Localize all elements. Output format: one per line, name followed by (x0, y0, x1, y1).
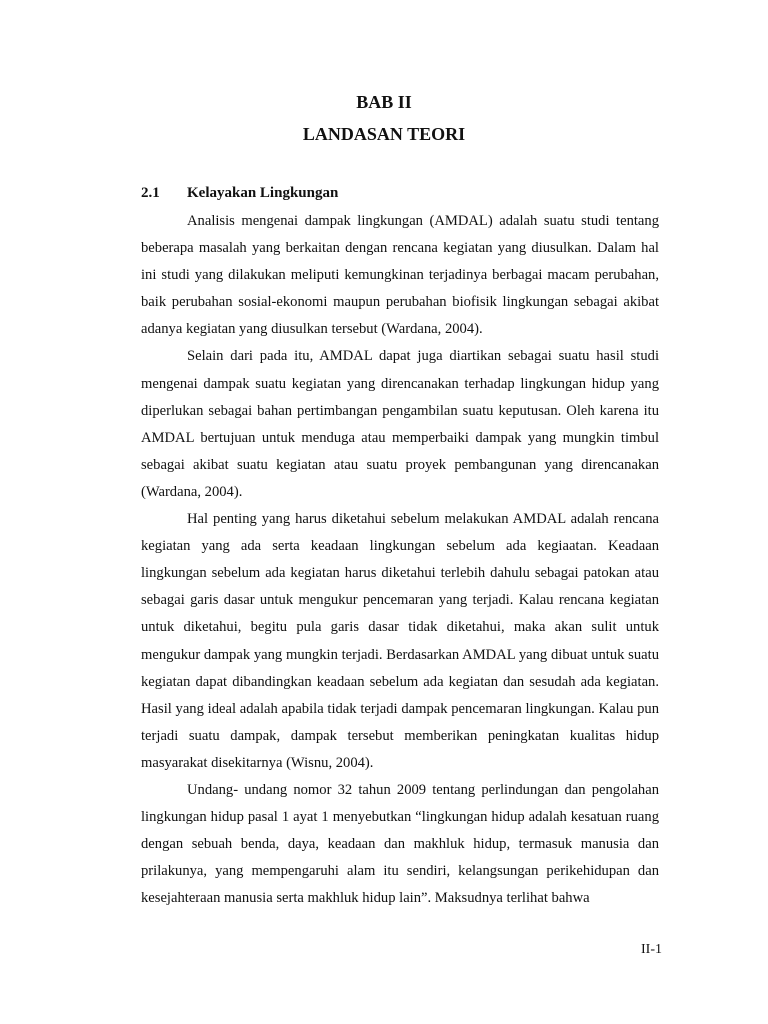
page-number: II-1 (641, 942, 662, 957)
chapter-number: BAB II (356, 92, 412, 112)
paragraph-2: Selain dari pada itu, AMDAL dapat juga diartikan sebagai suatu hasil studi mengenai dampak suatu kegiatan yang direncanakan terhadap lingkungan hidup yang diperlukan sebagai bahan pertimbangan pengambilan suatu keputusan. Oleh karena itu AMDAL bertujuan untuk menduga atau memperbaiki dampak yang mungkin timbul sebagai akibat suatu kegiatan atau suatu proyek pembangunan yang direncanakan (Wardana, 2004). (141, 348, 659, 500)
section-heading (141, 184, 338, 202)
paragraph-3: Hal penting yang harus diketahui sebelum melakukan AMDAL adalah rencana kegiatan yang ada serta keadaan lingkungan sebelum ada kegiaatan. Keadaan lingkungan sebelum ada kegiatan harus diketahui terlebih dahulu sebagai patokan atau sebagai garis dasar untuk mengukur pencemaran yang terjadi. Kalau rencana kegiatan untuk diketahui, begitu pula garis dasar tidak diketahui, maka akan sulit untuk mengukur dampak yang mungkin terjadi. Berdasarkan AMDAL yang dibuat untuk suatu kegiatan dapat dibandingkan keadaan sebelum ada kegiatan dan sesudah ada kegiatan. Hasil yang ideal adalah apabila tidak terjadi dampak pencemaran lingkungan. Kalau pun terjadi suatu dampak, dampak tersebut memberikan peningkatan kualitas hidup masyarakat disekitarnya (Wisnu, 2004). (141, 511, 659, 771)
chapter-title: LANDASAN TEORI (302, 124, 466, 144)
body-text (141, 208, 659, 912)
paragraph-4: Undang- undang nomor 32 tahun 2009 tentang perlindungan dan pengolahan lingkungan hidup pasal 1 ayat 1 menyebutkan “lingkungan hidup adalah kesatuan ruang dengan sebuah benda, daya, keadaan dan makhluk hidup, termasuk manusia dan prilakunya, yang mempengaruhi alam itu sendiri, kelangsungan perikehidupan dan kesejahteraan manusia serta makhluk hidup lain”. Maksudnya terlihat bahwa (141, 781, 659, 907)
section-number: 2.1 (141, 185, 160, 201)
paragraph-1: Analisis mengenai dampak lingkungan (AMDAL) adalah suatu studi tentang beberapa masalah yang berkaitan dengan rencana kegiatan yang diusulkan. Dalam hal ini studi yang dilakukan meliputi kemungkinan terjadinya berbagai macam perubahan, baik perubahan sosial-ekonomi maupun perubahan biofisik lingkungan sebagai akibat adanya kegiatan yang diusulkan tersebut (Wardana, 2004). (141, 213, 659, 338)
section-title: Kelayakan Lingkungan (187, 185, 339, 201)
